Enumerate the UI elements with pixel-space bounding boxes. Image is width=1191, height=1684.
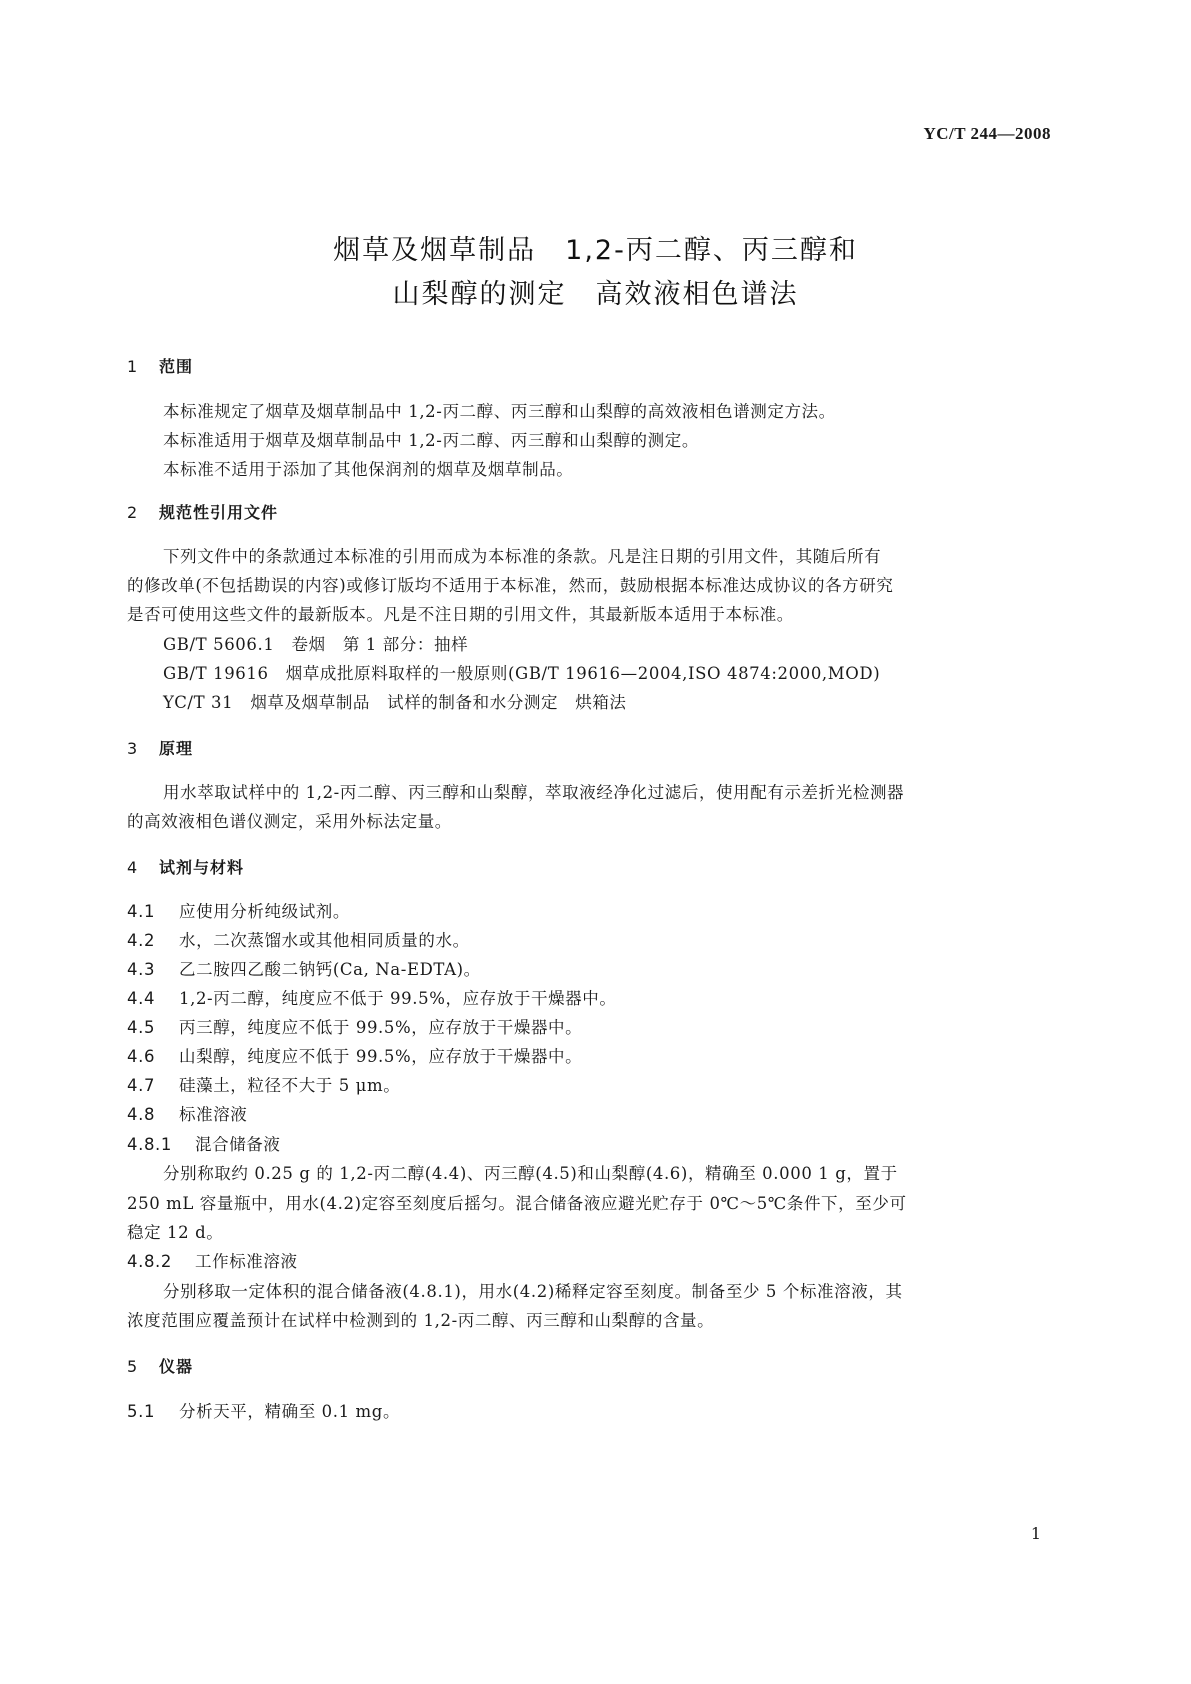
subsection-heading	[127, 1131, 281, 1155]
item-number: 4.4	[127, 989, 156, 1008]
list-item	[127, 1398, 400, 1422]
list-item	[127, 985, 616, 1009]
section-number: 1	[127, 357, 139, 376]
section-heading-reagents	[127, 855, 244, 878]
paragraph: 本标准不适用于添加了其他保润剂的烟草及烟草制品。	[163, 460, 574, 479]
paragraph-line: 的高效液相色谱仪测定，采用外标法定量。	[127, 812, 452, 831]
paragraph-line: 的修改单(不包括勘误的内容)或修订版均不适用于本标准，然而，鼓励根据本标准达成协议的各方研究	[127, 576, 894, 595]
section-title: 仪器	[159, 1357, 194, 1376]
page-number: 1	[1030, 1524, 1041, 1543]
paragraph-line: 是否可使用这些文件的最新版本。凡是不注日期的引用文件，其最新版本适用于本标准。	[127, 605, 794, 624]
item-text: 工作标准溶液	[195, 1252, 298, 1271]
item-text: 混合储备液	[195, 1135, 281, 1154]
subsection-heading	[127, 1248, 298, 1272]
reference-item: GB/T 5606.1 卷烟 第 1 部分：抽样	[163, 635, 469, 654]
section-title: 范围	[159, 357, 194, 376]
reference-item: GB/T 19616 烟草成批原料取样的一般原则(GB/T 19616—2004,ISO 4874:2000,MOD)	[163, 664, 881, 683]
section-heading-normative-references	[127, 500, 278, 523]
list-item	[127, 1072, 400, 1096]
section-number: 5	[127, 1357, 139, 1376]
list-item	[127, 898, 350, 922]
section-title: 规范性引用文件	[159, 503, 279, 522]
item-number: 4.2	[127, 931, 156, 950]
section-number: 4	[127, 858, 139, 877]
paragraph: 本标准适用于烟草及烟草制品中 1,2-丙二醇、丙三醇和山梨醇的测定。	[163, 431, 699, 450]
list-item	[127, 1043, 582, 1067]
paragraph-line: 分别称取约 0.25 g 的 1,2-丙二醇(4.4)、丙三醇(4.5)和山梨醇(4.6)，精确至 0.000 1 g，置于	[163, 1164, 898, 1183]
item-text: 山梨醇，纯度应不低于 99.5%，应存放于干燥器中。	[179, 1047, 583, 1066]
paragraph: 本标准规定了烟草及烟草制品中 1,2-丙二醇、丙三醇和山梨醇的高效液相色谱测定方法。	[163, 402, 836, 421]
section-number: 2	[127, 503, 139, 522]
paragraph-line: 分别移取一定体积的混合储备液(4.8.1)，用水(4.2)稀释定容至刻度。制备至少 5 个标准溶液，其	[163, 1282, 903, 1301]
list-item	[127, 1101, 247, 1125]
item-text: 标准溶液	[179, 1105, 248, 1124]
item-number: 4.5	[127, 1018, 156, 1037]
item-text: 应使用分析纯级试剂。	[179, 902, 350, 921]
item-text: 乙二胺四乙酸二钠钙(Ca, Na-EDTA)。	[179, 960, 481, 979]
section-heading-instruments	[127, 1354, 193, 1377]
document-title-line-2: 山梨醇的测定 高效液相色谱法	[392, 279, 799, 310]
item-text: 分析天平，精确至 0.1 mg。	[179, 1402, 401, 1421]
section-number: 3	[127, 739, 139, 758]
item-number: 4.8	[127, 1105, 156, 1124]
item-text: 水，二次蒸馏水或其他相同质量的水。	[179, 931, 470, 950]
paragraph-line: 下列文件中的条款通过本标准的引用而成为本标准的条款。凡是注日期的引用文件，其随后所有	[163, 547, 882, 566]
item-number: 4.3	[127, 960, 156, 979]
item-number: 5.1	[127, 1402, 156, 1421]
item-number: 4.7	[127, 1076, 156, 1095]
list-item	[127, 956, 481, 980]
paragraph-line: 250 mL 容量瓶中，用水(4.2)定容至刻度后摇匀。混合储备液应避光贮存于 0℃～5℃条件下，至少可	[127, 1194, 907, 1213]
section-heading-principle	[127, 736, 193, 759]
item-number: 4.8.2	[127, 1252, 172, 1271]
item-number: 4.1	[127, 902, 156, 921]
paragraph-line: 用水萃取试样中的 1,2-丙二醇、丙三醇和山梨醇，萃取液经净化过滤后，使用配有示差折光检测器	[163, 783, 905, 802]
section-title: 试剂与材料	[159, 858, 245, 877]
paragraph-line: 稳定 12 d。	[127, 1223, 224, 1242]
reference-item: YC/T 31 烟草及烟草制品 试样的制备和水分测定 烘箱法	[163, 693, 627, 712]
list-item	[127, 927, 470, 951]
item-number: 4.8.1	[127, 1135, 172, 1154]
section-heading-scope	[127, 354, 193, 377]
paragraph-line: 浓度范围应覆盖预计在试样中检测到的 1,2-丙二醇、丙三醇和山梨醇的含量。	[127, 1311, 715, 1330]
item-text: 硅藻土，粒径不大于 5 μm。	[179, 1076, 401, 1095]
item-text: 1,2-丙二醇，纯度应不低于 99.5%，应存放于干燥器中。	[179, 989, 617, 1008]
list-item	[127, 1014, 582, 1038]
document-title-line-1: 烟草及烟草制品 1,2-丙二醇、丙三醇和	[333, 235, 858, 266]
item-text: 丙三醇，纯度应不低于 99.5%，应存放于干燥器中。	[179, 1018, 583, 1037]
section-title: 原理	[159, 739, 194, 758]
document-code: YC/T 244—2008	[923, 124, 1051, 143]
item-number: 4.6	[127, 1047, 156, 1066]
